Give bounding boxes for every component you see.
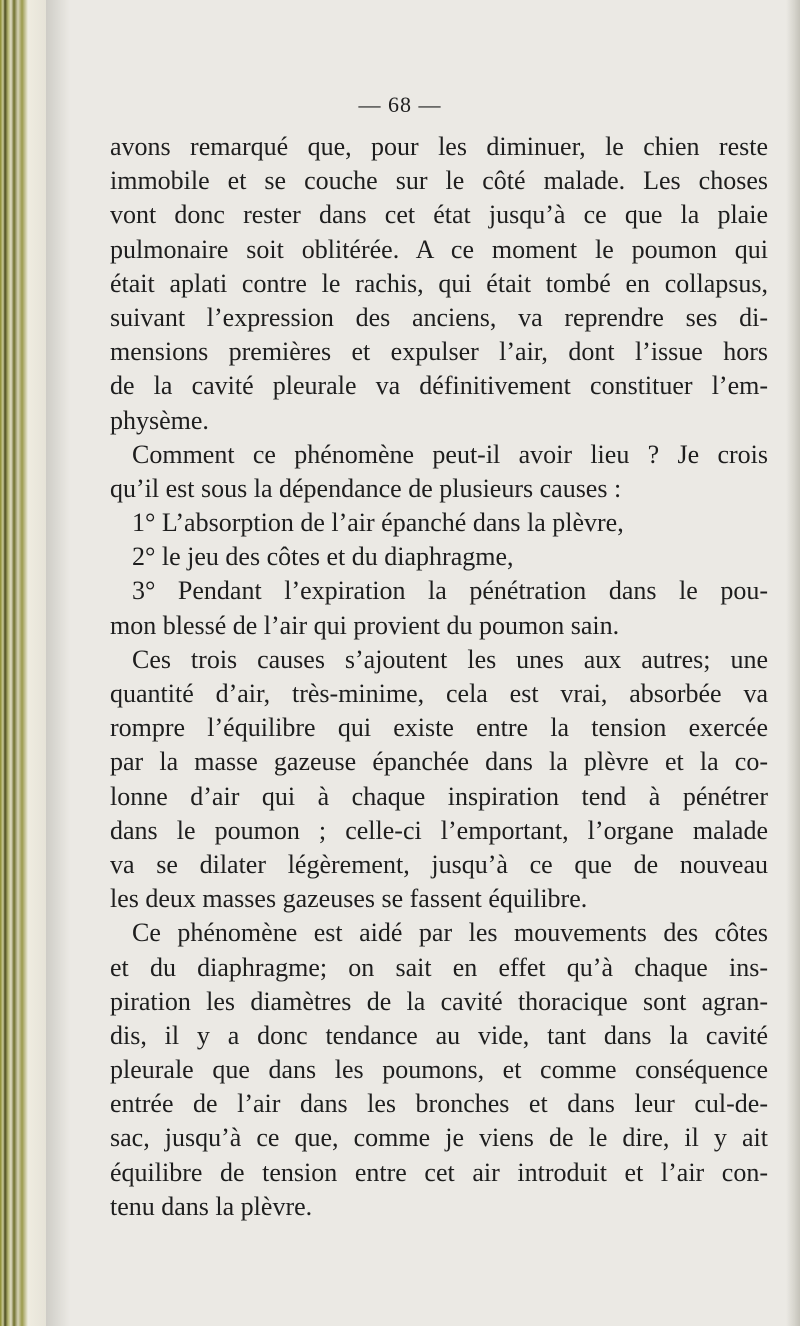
text-line: dis, il y a donc tendance au vide, tant dans la cavité — [110, 1020, 768, 1050]
list-item: 2° le jeu des côtes et du diaphragme, — [132, 542, 514, 572]
text-line: Ces trois causes s’ajoutent les unes aux autres; une — [132, 644, 768, 674]
list-item: 1° L’absorption de l’air épanché dans la plèvre, — [132, 508, 624, 538]
text-line: physème. — [110, 405, 209, 435]
book-binding-edge — [0, 0, 46, 1326]
page-right-edge — [786, 0, 800, 1326]
text-line: les deux masses gazeuses se fassent équilibre. — [110, 884, 588, 914]
text-line: mensions premières et expulser l’air, dont l’issue hors — [110, 337, 768, 367]
text-line: et du diaphragme; on sait en effet qu’à chaque ins- — [110, 952, 768, 982]
text-line: qu’il est sous la dépendance de plusieurs causes : — [110, 473, 622, 503]
text-line: tenu dans la plèvre. — [110, 1191, 313, 1221]
text-line: va se dilater légèrement, jusqu’à ce que de nouveau — [110, 849, 768, 879]
list-item: 3° Pendant l’expiration la pénétration dans le pou- — [132, 576, 768, 606]
text-line: lonne d’air qui à chaque inspiration tend à pénétrer — [110, 781, 768, 811]
text-line: Comment ce phénomène peut-il avoir lieu ? Je crois — [132, 439, 768, 469]
text-line: était aplati contre le rachis, qui était tombé en collapsus, — [110, 268, 768, 298]
text-line: par la masse gazeuse épanchée dans la plèvre et la co- — [110, 747, 768, 777]
text-line: avons remarqué que, pour les diminuer, le chien reste — [110, 132, 768, 161]
text-line: piration les diamètres de la cavité thoracique sont agran- — [110, 986, 768, 1016]
text-line: pleurale que dans les poumons, et comme conséquence — [110, 1055, 768, 1085]
text-line: équilibre de tension entre cet air introduit et l’air con- — [110, 1157, 768, 1187]
gutter-shadow — [46, 0, 70, 1326]
text-line: pulmonaire soit oblitérée. A ce moment le poumon qui — [110, 234, 768, 264]
body-text — [110, 130, 768, 1224]
text-line: vont donc rester dans cet état jusqu’à ce que la plaie — [110, 200, 768, 230]
text-line: rompre l’équilibre qui existe entre la tension exercée — [110, 713, 768, 743]
text-line: quantité d’air, très-minime, cela est vrai, absorbée va — [110, 679, 768, 708]
text-line: dans le poumon ; celle-ci l’emportant, l’organe malade — [110, 815, 768, 845]
text-line: de la cavité pleurale va définitivement constituer l’em- — [110, 371, 768, 401]
text-line: mon blessé de l’air qui provient du poumon sain. — [110, 610, 620, 640]
text-line: Ce phénomène est aidé par les mouvements des côtes — [132, 918, 768, 948]
text-line: sac, jusqu’à ce que, comme je viens de le dire, il y ait — [110, 1123, 768, 1153]
text-line: suivant l’expression des anciens, va reprendre ses di- — [110, 302, 768, 332]
page-number: — 68 — — [358, 92, 442, 117]
text-line: immobile et se couche sur le côté malade. Les choses — [110, 166, 768, 196]
text-line: entrée de l’air dans les bronches et dans leur cul-de- — [110, 1089, 768, 1119]
